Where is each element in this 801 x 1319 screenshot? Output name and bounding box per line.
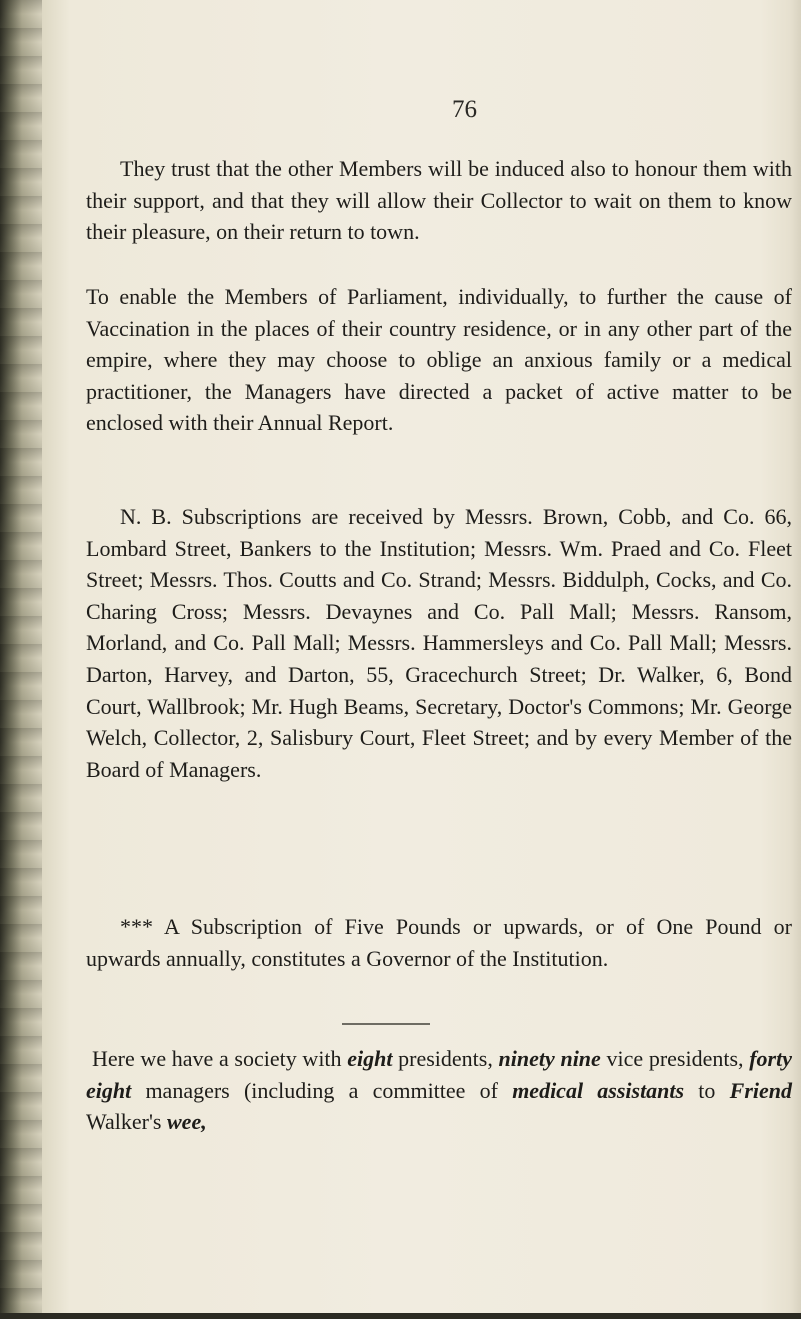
satire-text-1: Here we have a society with [92, 1046, 348, 1071]
subscriptions-note-text: N. B. Subscriptions are received by Messrs. Brown, Cobb, and Co. 66, Lombard Street, Bankers to the Institution; Messrs. Wm. Praed and Co. Fleet Street; Messrs. Thos. Coutts and Co. Strand; Messrs. Biddulph, Cocks, and Co. Charing Cross; Messrs. Devaynes and Co. Pall Mall; Messrs. Ransom, Morland, and Co. Pall Mall; Messrs. Hammersleys and Co. Pall Mall; Messrs. Darton, Harvey, and Darton, 55, Gracechurch Street; Dr. Walker, 6, Bond Court, Wallbrook; Mr. Hugh Beams, Secretary, Doctor's Commons; Mr. George Welch, Collector, 2, Salisbury Court, Fleet Street; and by every Member of the Board of Managers. [86, 504, 792, 782]
satire-emphasis-wee: wee, [167, 1109, 207, 1135]
section-divider-rule [342, 1023, 430, 1025]
book-spine-shadow [0, 0, 42, 1319]
satire-text-6: Walker's [86, 1109, 167, 1135]
satire-emphasis-friend: Friend [729, 1077, 792, 1103]
page-bottom-edge [0, 1313, 801, 1319]
satire-text-4: managers (including a committee of [131, 1077, 513, 1103]
paragraph-subscriptions-note [86, 501, 792, 785]
satire-emphasis-eight: eight [347, 1046, 393, 1071]
paragraph-governor [86, 911, 792, 974]
paragraph-parliament [86, 281, 792, 439]
satire-text-5: to [684, 1077, 730, 1103]
page-number: 76 [452, 96, 477, 123]
satire-emphasis-ninety-nine: ninety nine [498, 1046, 601, 1071]
satire-text-2: presidents, [392, 1046, 499, 1071]
paragraph-members-support: They trust that the other Members will be induced also to honour them with their support, and that they will allow their Collector to wait on them to know their pleasure, on their return to town. [86, 156, 792, 245]
satire-emphasis-forty-eight: forty eight [86, 1046, 792, 1103]
satire-emphasis-medical-assistants: medical assistants [512, 1077, 685, 1103]
paragraph-society-satire [86, 1043, 792, 1138]
satire-text-3: vice presidents, [600, 1046, 750, 1071]
governor-text: *** A Subscription of Five Pounds or upwards, or of One Pound or upwards annually, constitutes a Governor of the Institution. [86, 914, 792, 971]
paragraph-parliament-text: To enable the Members of Parliament, individually, to further the cause of Vaccination in the places of their country residence, or in any other part of the empire, where they may choose to oblige an anxious family or a medical practitioner, the Managers have directed a packet of active matter to be enclosed with their Annual Report. [86, 284, 792, 436]
